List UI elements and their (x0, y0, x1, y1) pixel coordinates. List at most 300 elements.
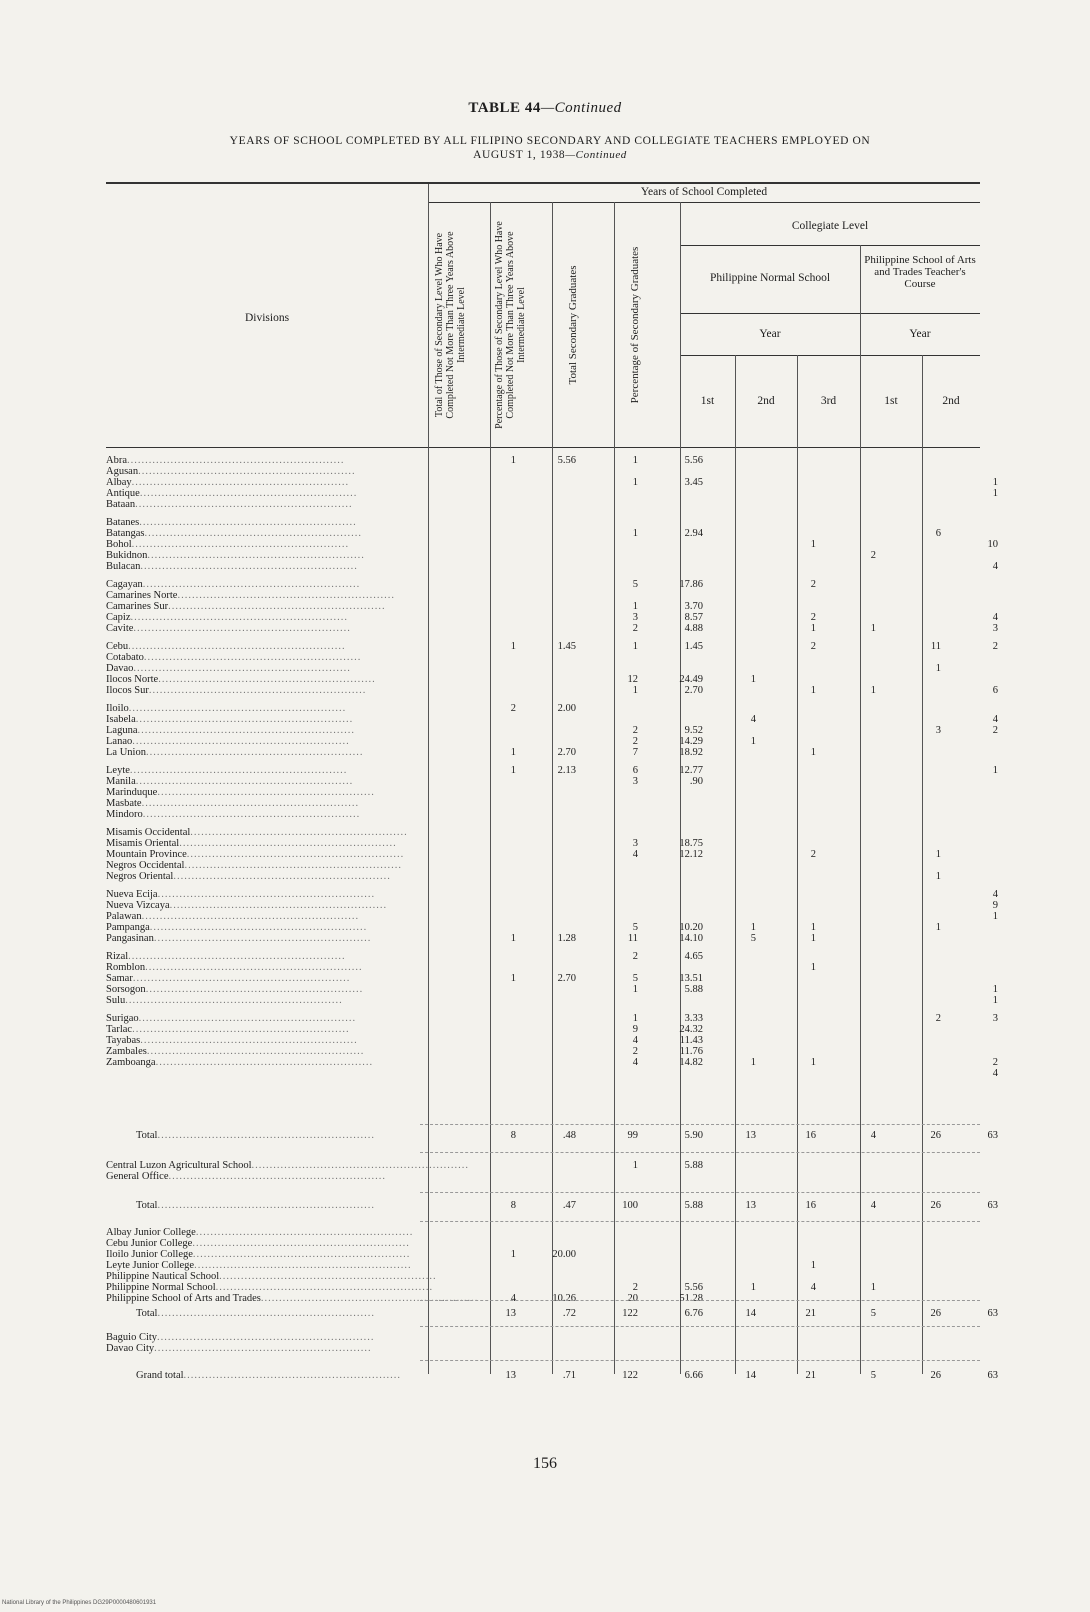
table-row (106, 995, 998, 1006)
cell: .71 (562, 1370, 576, 1381)
row-label (106, 1293, 479, 1304)
row-label-text: Cagayan (106, 579, 143, 590)
leader-dots: ............................................................ (154, 1343, 372, 1354)
cell: 1 (750, 736, 756, 747)
cell: 1 (935, 871, 941, 882)
leader-dots: ............................................................ (128, 703, 347, 714)
total-row (106, 1308, 998, 1319)
cell: 2 (935, 1013, 941, 1024)
leader-dots: ............................................................ (128, 951, 346, 962)
table-row (106, 1238, 980, 1249)
row-label (106, 1046, 416, 1057)
cell: 4 (632, 849, 638, 860)
row-label-text: Bukidnon (106, 550, 148, 561)
cell: 11 (930, 641, 941, 652)
leader-dots: ............................................................ (141, 798, 360, 809)
cell: 2 (632, 1046, 638, 1057)
table-row (106, 714, 998, 725)
group-separator (420, 1221, 980, 1223)
row-label (136, 1308, 446, 1319)
cell: 1 (870, 623, 876, 634)
cell: 20 (627, 1293, 638, 1304)
row-label-text: Pampanga (106, 922, 150, 933)
cell: 5.56 (684, 455, 703, 466)
cell: 2 (632, 951, 638, 962)
leader-dots: ............................................................ (140, 1035, 358, 1046)
table-row (106, 1171, 980, 1182)
row-label (106, 889, 416, 900)
table-row (106, 663, 980, 674)
table-row (106, 765, 998, 776)
cell: 3 (632, 838, 638, 849)
cell: 1 (810, 539, 816, 550)
row-label (106, 612, 416, 623)
table-row (106, 1227, 980, 1238)
group-separator (420, 1124, 980, 1126)
cell: 26 (930, 1130, 941, 1141)
row-label-text: Tayabas (106, 1035, 141, 1046)
row-label-text: Pangasinan (106, 933, 154, 944)
cell: 5.90 (684, 1130, 703, 1141)
cell: 21 (805, 1370, 816, 1381)
row-label-text: Leyte Junior College (106, 1260, 195, 1271)
cell: 5.88 (684, 1160, 703, 1171)
row-label-text: Total (136, 1130, 158, 1141)
row-label-text: Negros Oriental (106, 871, 174, 882)
cell: 5 (870, 1370, 876, 1381)
cell: 2 (810, 849, 816, 860)
row-label-text: Misamis Oriental (106, 838, 180, 849)
table-row (106, 1057, 998, 1068)
top-rule (106, 182, 980, 184)
cell: 5 (750, 933, 756, 944)
table-row (106, 860, 980, 871)
leader-dots: ............................................................ (144, 528, 362, 539)
cell: 1 (992, 911, 998, 922)
cell: 24.32 (679, 1024, 703, 1035)
row-label-text: Nueva Vizcaya (106, 900, 170, 911)
cell: 4 (870, 1130, 876, 1141)
row-label-text: Rizal (106, 951, 129, 962)
group-separator (420, 1152, 980, 1154)
leader-dots: ............................................................ (133, 623, 351, 634)
col-pct-less3-header: Percentage of Those of Secondary Level Who Have Completed Not More Than Three Years Above Intermediate Level (494, 221, 527, 429)
table-row (106, 1013, 998, 1024)
table-row (106, 984, 998, 995)
pns-year-label: Year (759, 328, 781, 340)
row-label-text: Grand total (136, 1370, 184, 1381)
table-row (106, 1282, 980, 1293)
row-label (106, 860, 416, 871)
table-row (106, 951, 980, 962)
cell: 51.28 (679, 1293, 703, 1304)
table-row (106, 488, 998, 499)
leader-dots: ............................................................ (260, 1293, 479, 1304)
cell: 1 (810, 933, 816, 944)
cell: 9.52 (684, 725, 703, 736)
row-label (106, 1057, 416, 1068)
table-row (106, 747, 980, 758)
row-label (106, 951, 416, 962)
cell: 1 (750, 1282, 756, 1293)
cell: .48 (562, 1130, 576, 1141)
row-label-text: General Office (106, 1171, 169, 1182)
row-label (106, 652, 416, 663)
row-label-text: Romblon (106, 962, 146, 973)
row-label-text: Samar (106, 973, 133, 984)
row-label-text: Mountain Province (106, 849, 187, 860)
row-label (106, 623, 416, 634)
row-label-text: Agusan (106, 466, 139, 477)
cell: 2.13 (557, 765, 576, 776)
cell: 2 (810, 579, 816, 590)
leader-dots: ............................................................ (184, 860, 402, 871)
cell: 2.00 (557, 703, 576, 714)
cell: 3.33 (684, 1013, 703, 1024)
cell: 24.49 (679, 674, 703, 685)
leader-dots: ............................................................ (179, 838, 397, 849)
cell: 2 (992, 725, 998, 736)
table-row (106, 736, 980, 747)
leader-dots: ............................................................ (139, 488, 358, 499)
row-label-text: Camarines Norte (106, 590, 178, 601)
cell: 1 (992, 488, 998, 499)
total-row (106, 1370, 998, 1381)
cell: 3 (632, 612, 638, 623)
col-total-grad-header: Total Secondary Graduates (567, 265, 579, 385)
cell: 12.77 (679, 765, 703, 776)
cell: 6 (992, 685, 998, 696)
leader-dots: ............................................................ (168, 1171, 386, 1182)
cell: 1 (632, 641, 638, 652)
collegiate-header: Collegiate Level (791, 220, 869, 232)
cell: 2 (992, 1057, 998, 1068)
leader-dots: ............................................................ (142, 809, 361, 820)
row-label (106, 1227, 416, 1238)
leader-dots: ............................................................ (140, 561, 358, 572)
psat-year-label: Year (909, 328, 931, 340)
row-label (106, 871, 416, 882)
cell: 2 (632, 736, 638, 747)
total-row (106, 1200, 998, 1211)
cell: 100 (622, 1200, 638, 1211)
cell: .47 (562, 1200, 576, 1211)
cell: 122 (622, 1370, 638, 1381)
row-label (106, 488, 416, 499)
col-pns-1st: 1st (700, 395, 715, 407)
row-label (106, 736, 416, 747)
row-label (106, 973, 416, 984)
header-bottom-rule (106, 447, 980, 448)
cell: 1 (750, 922, 756, 933)
row-label (106, 798, 416, 809)
row-label-text: Iloilo Junior College (106, 1249, 193, 1260)
cell: 5.88 (684, 1200, 703, 1211)
row-label-text: Davao City (106, 1343, 155, 1354)
row-label (106, 1282, 434, 1293)
row-label-text: Total (136, 1308, 158, 1319)
rule (680, 355, 980, 356)
row-label (106, 765, 416, 776)
table-row (106, 623, 998, 634)
cell: 11.43 (679, 1035, 703, 1046)
cell: 1 (810, 685, 816, 696)
leader-dots: ............................................................ (169, 900, 388, 911)
cell: 4 (810, 1282, 816, 1293)
cell: 1 (510, 455, 516, 466)
cell: 4.88 (684, 623, 703, 634)
cell: 4 (870, 1200, 876, 1211)
cell: 14.10 (679, 933, 703, 944)
table-row (106, 889, 998, 900)
row-label-text: Iloilo (106, 703, 129, 714)
cell: 1 (510, 973, 516, 984)
cell: 7 (632, 747, 638, 758)
row-label (106, 517, 416, 528)
cell: 14.29 (679, 736, 703, 747)
cell: 13.51 (679, 973, 703, 984)
table-row (106, 1343, 980, 1354)
row-label-text: Marinduque (106, 787, 158, 798)
row-label-text: Batanes (106, 517, 140, 528)
leader-dots: ............................................................ (215, 1282, 434, 1293)
cell: 2 (992, 641, 998, 652)
cell: 9 (632, 1024, 638, 1035)
table-row (106, 787, 980, 798)
table-row (106, 1271, 980, 1282)
leader-dots: ............................................................ (195, 1227, 414, 1238)
cell: 2.70 (684, 685, 703, 696)
cell: 122 (622, 1308, 638, 1319)
leader-dots: ............................................................ (125, 995, 343, 1006)
row-label (106, 1160, 470, 1171)
leader-dots: ............................................................ (219, 1271, 437, 1282)
table-row (106, 827, 980, 838)
cell: 99 (627, 1130, 638, 1141)
cell: 10.20 (679, 922, 703, 933)
cell: 8 (510, 1200, 516, 1211)
table-row (106, 517, 980, 528)
cell: 5.88 (684, 984, 703, 995)
table-row (106, 798, 980, 809)
leader-dots: ............................................................ (251, 1160, 470, 1171)
cell: 2 (810, 641, 816, 652)
leader-dots: ............................................................ (157, 889, 376, 900)
row-label-text: Mindoro (106, 809, 143, 820)
table-row (106, 1046, 980, 1057)
cell: 3 (935, 725, 941, 736)
row-label-text: Leyte (106, 765, 130, 776)
leader-dots: ............................................................ (190, 827, 408, 838)
row-label (106, 933, 416, 944)
row-label-text: Palawan (106, 911, 142, 922)
table-row (106, 922, 980, 933)
leader-dots: ............................................................ (141, 911, 360, 922)
row-label (106, 962, 416, 973)
cell: 63 (987, 1370, 998, 1381)
cell: 16 (805, 1200, 816, 1211)
table-row (106, 612, 998, 623)
row-label-text: Ilocos Sur (106, 685, 149, 696)
table-row (106, 499, 980, 510)
cell: 5 (870, 1308, 876, 1319)
cell: 3.45 (684, 477, 703, 488)
row-label-text: Zamboanga (106, 1057, 156, 1068)
cell: .72 (562, 1308, 576, 1319)
leader-dots: ............................................................ (183, 1370, 402, 1381)
cell: 26 (930, 1370, 941, 1381)
cell: 4 (992, 1068, 998, 1079)
table-row (106, 1332, 980, 1343)
cell: 1 (810, 747, 816, 758)
leader-dots: ............................................................ (132, 973, 351, 984)
row-label (106, 641, 416, 652)
leader-dots: ............................................................ (135, 714, 354, 725)
leader-dots: ............................................................ (131, 539, 350, 550)
table-row (106, 933, 980, 944)
cell: 13 (745, 1130, 756, 1141)
row-label (106, 922, 416, 933)
leader-dots: ............................................................ (157, 1130, 375, 1141)
row-label (106, 900, 416, 911)
row-label-text: Lanao (106, 736, 133, 747)
cell: 63 (987, 1308, 998, 1319)
page-number: 156 (533, 1455, 557, 1472)
row-label-text: Surigao (106, 1013, 139, 1024)
row-label-text: Sorsogon (106, 984, 146, 995)
cell: 4 (632, 1035, 638, 1046)
row-label-text: Laguna (106, 725, 138, 736)
table-row (106, 641, 998, 652)
cell: 2 (510, 703, 516, 714)
leader-dots: ............................................................ (135, 499, 353, 510)
row-label (106, 539, 416, 550)
leader-dots: ............................................................ (139, 517, 357, 528)
table-row (106, 962, 980, 973)
cell: 4 (992, 561, 998, 572)
table-row (106, 973, 980, 984)
cell: 1.45 (684, 641, 703, 652)
row-label-text: Baguio City (106, 1332, 158, 1343)
cell: 2 (870, 550, 876, 561)
cell: 63 (987, 1130, 998, 1141)
row-label-text: Albay Junior College (106, 1227, 196, 1238)
cell: 1 (810, 962, 816, 973)
cell: 14.82 (679, 1057, 703, 1068)
row-label (106, 601, 416, 612)
cell: 13 (505, 1370, 516, 1381)
row-label (106, 1024, 416, 1035)
table-row (106, 477, 998, 488)
cell: 10.26 (552, 1293, 576, 1304)
row-label (136, 1130, 446, 1141)
cell: 1 (992, 765, 998, 776)
cell: 4 (992, 714, 998, 725)
leader-dots: ............................................................ (132, 736, 350, 747)
cell: .90 (689, 776, 703, 787)
table-row (106, 1249, 980, 1260)
cell: 1.45 (557, 641, 576, 652)
cell: 12.12 (679, 849, 703, 860)
cell: 2.70 (557, 747, 576, 758)
cell: 8 (510, 1130, 516, 1141)
row-label-text: Manila (106, 776, 136, 787)
cell: 13 (505, 1308, 516, 1319)
table-row (106, 871, 980, 882)
table-row (106, 674, 980, 685)
cell: 17.86 (679, 579, 703, 590)
leader-dots: ............................................................ (132, 1024, 350, 1035)
row-label (106, 1249, 416, 1260)
leader-dots: ............................................................ (128, 641, 346, 652)
cell: 1 (510, 1249, 516, 1260)
table-row (106, 561, 998, 572)
cell: 4 (992, 889, 998, 900)
rule (680, 245, 980, 246)
col-psat-2nd: 2nd (942, 395, 960, 407)
leader-dots: ............................................................ (133, 663, 351, 674)
cell: 3 (992, 1013, 998, 1024)
row-label (106, 1332, 416, 1343)
cell: 4 (750, 714, 756, 725)
cell: 1 (810, 922, 816, 933)
table-row (106, 1260, 980, 1271)
cell: 1 (510, 641, 516, 652)
row-label-text: Camarines Sur (106, 601, 169, 612)
cell: 4 (510, 1293, 516, 1304)
leader-dots: ............................................................ (143, 652, 362, 663)
table-row (106, 539, 998, 550)
leader-dots: ............................................................ (186, 849, 405, 860)
table-row (106, 1024, 980, 1035)
leader-dots: ............................................................ (177, 590, 395, 601)
row-label-text: Tarlac (106, 1024, 133, 1035)
row-label (106, 1238, 416, 1249)
row-label-text: Capiz (106, 612, 131, 623)
cell: 2 (810, 612, 816, 623)
row-label-text: Isabela (106, 714, 136, 725)
row-label (106, 455, 416, 466)
table-row (106, 590, 980, 601)
cell: 6 (935, 528, 941, 539)
leader-dots: ............................................................ (148, 685, 367, 696)
cell: 20.00 (552, 1249, 576, 1260)
table-row (106, 579, 980, 590)
row-label-text: Cotabato (106, 652, 144, 663)
col-psat-1st: 1st (884, 395, 898, 407)
row-label (106, 1343, 416, 1354)
row-label (106, 550, 416, 561)
row-label (106, 590, 416, 601)
table-row (106, 849, 980, 860)
leader-dots: ............................................................ (194, 1260, 412, 1271)
cell: 3 (632, 776, 638, 787)
group-separator (420, 1360, 980, 1362)
cell: 8.57 (684, 612, 703, 623)
table-row (106, 838, 980, 849)
cell: 11 (627, 933, 638, 944)
row-label-text: Cebu Junior College (106, 1238, 193, 1249)
row-label (106, 849, 416, 860)
cell: 5.56 (557, 455, 576, 466)
table-row (106, 455, 980, 466)
table-row (106, 809, 980, 820)
col-total-less3-header: Total of Those of Secondary Level Who Have Completed Not More Than Three Years Above Intermediate Level (434, 231, 467, 419)
cell: 1 (870, 1282, 876, 1293)
leader-dots: ............................................................ (129, 765, 348, 776)
table-subtitle: YEARS OF SCHOOL COMPLETED BY ALL FILIPINO SECONDARY AND COLLEGIATE TEACHERS EMPLOYED ON AUGUST 1, 1938—Continued (229, 135, 871, 161)
leader-dots: ............................................................ (130, 612, 348, 623)
